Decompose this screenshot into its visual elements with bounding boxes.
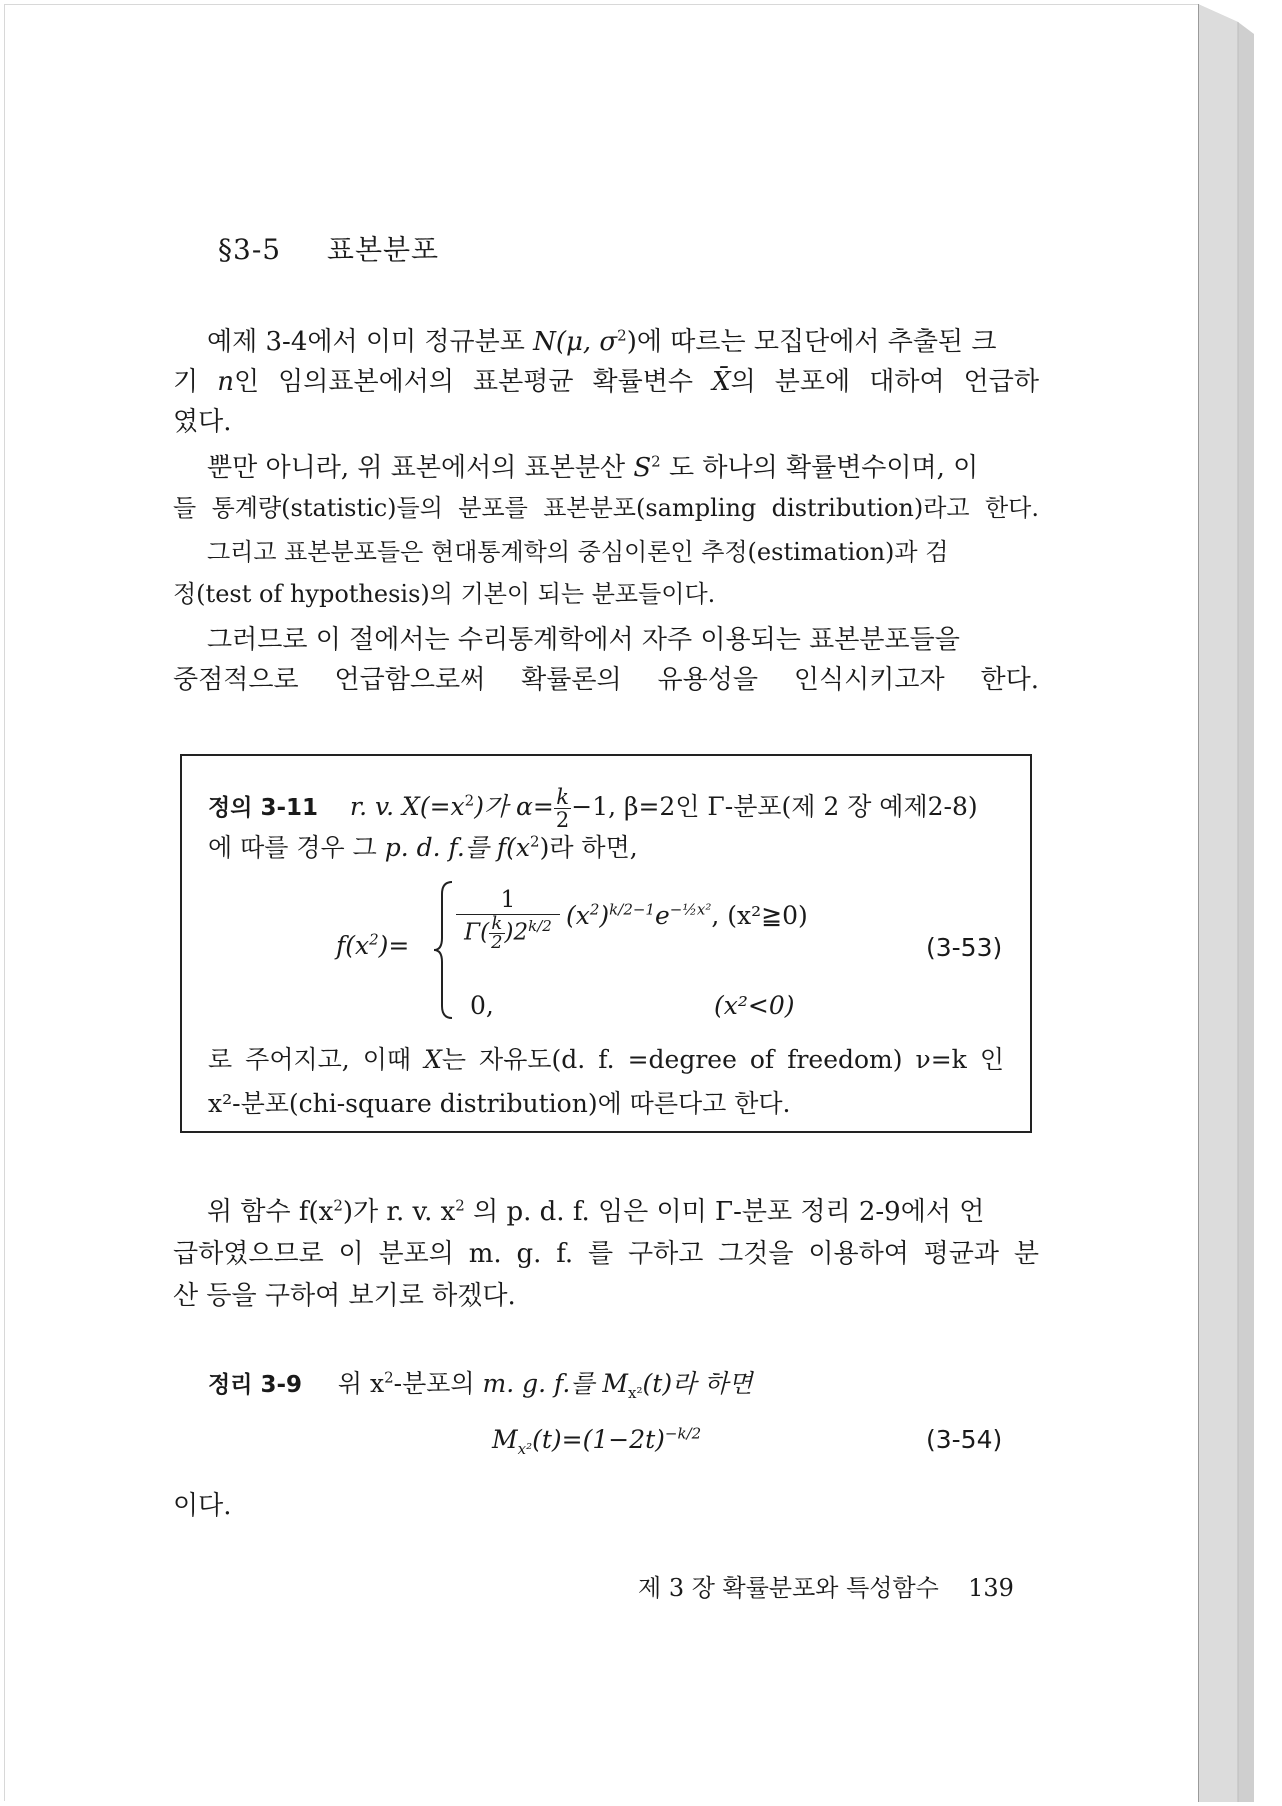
math-run: f(x [336,931,370,960]
math-s: S [633,453,652,483]
theorem-label: 정리 3-9 [208,1372,302,1398]
theorem-equation [492,1424,701,1456]
section-title: 표본분포 [326,233,440,266]
definition-line-1: 정의 3-11 r. v. $X(=x^2)$가 α= $\frac{k}{2}$ −1, β=2인 Γ-분포(제 2 장 예제2-8) [208,785,978,832]
chapter-title: 제 3 장 확률분포와 특성함수 [638,1574,939,1602]
page-footer [638,1572,1014,1604]
math-run: (t)라 하면 [642,1369,753,1398]
equation-number-3-53: (3-53) [926,933,1003,962]
text-run: )라 하면, [539,833,638,862]
formula-case-1: $(x^2)^{k/2-1}e^{-\frac{1}{2}x^2}$, (x²≧0) [566,900,808,930]
math-gamma: Γ [464,919,481,946]
math-run: r. v. X(=x [349,792,465,821]
math-run: ) [599,901,610,930]
fraction-k-over-2 [554,786,571,831]
text-run: 예제 3-4에서 이미 정규분포 [207,327,534,357]
math-subscript: x² [517,1440,533,1458]
after-line-2: 급하였으므로 이 분포의 m. g. f. 를 구하고 그것을 이용하여 평균과 분 [173,1239,1039,1269]
intro-line-5: 들 통계량(statistic)들의 분포를 표본분포(sampling distribution)라고 한다. [173,494,1039,522]
formula-case-2-condition: (x²<0) [714,991,795,1020]
math-exponent: −k/2 [664,1424,702,1443]
math-run: (t)=(1−2t) [532,1425,665,1454]
math-subscript: x² [628,1384,643,1402]
theorem-line-1: 정리 3-9 위 $x^2-$분포의 m. g. f.를 $M_{x^2}(t)$라 하면 [208,1368,753,1402]
text-run: )가 r. v. x [342,1197,456,1227]
math-mgf: m. g. f. [482,1369,571,1398]
math-exponent: −½x² [669,900,712,919]
math-run: M [492,1425,518,1454]
text-run: 기 [173,367,218,397]
math-run: 를 M [570,1369,629,1398]
definition-line-2: 에 따를 경우 그 p. d. f.를 $f(x^2)$라 하면, [208,832,638,862]
definition-line-6: x²-분포(chi-square distribution)에 따른다고 한다. [208,1089,791,1118]
intro-line-9: 중점적으로 언급함으로써 확률론의 유용성을 인식시키고자 한다. [173,665,1039,695]
text-run: 에 따를 경우 그 [208,833,385,862]
intro-line-1: 예제 3-4에서 이미 정규분포 N(μ, $\sigma^2$)에 따르는 모집단에서 추출된 크 [207,326,997,357]
book-spine-edge [1198,4,1254,1802]
math-run: −1, β=2인 Γ-분포(제 2 장 예제2-8) [571,792,978,821]
text-run: 의 분포에 대하여 언급하 [730,367,1039,397]
definition-label: 정의 3-11 [208,795,318,821]
text-run: -분포의 [393,1369,483,1398]
formula-lhs: $f(x^2)=$ [336,930,410,960]
math-run: 를 f(x [464,833,531,862]
intro-line-7: 정(test of hypothesis)의 기본이 되는 분포들이다. [173,580,716,608]
text-run: 위 함수 f(x [207,1197,334,1227]
text-run: 의 p. d. f. 임은 이미 Γ-분포 정리 2-9에서 언 [464,1197,985,1227]
math-e: e [654,901,670,930]
math-condition: , (x²≧0) [711,901,808,930]
text-run: 위 x [337,1369,385,1398]
text-run: 로 주어지고, 이때 [208,1045,425,1074]
math-xbar: X̄ [712,367,731,397]
formula-fraction [456,886,560,952]
theorem-end: 이다. [173,1491,232,1521]
intro-line-6: 그리고 표본분포들은 현대통계학의 중심이론인 추정(estimation)과 검 [207,538,949,566]
text-run: 도 하나의 확률변수이며, 이 [660,453,979,483]
text-run: )에 따르는 모집단에서 추출된 크 [626,327,997,357]
text-run: 뿐만 아니라, 위 표본에서의 표본분산 [207,453,634,483]
math-x: X [424,1045,442,1074]
piecewise-brace [432,880,454,1020]
text-run: 는 자유도(d. f. =degree of freedom) ν=k 인 [441,1045,1005,1074]
definition-box-bottom-rule [180,1131,1032,1133]
frac-den: 2 [555,808,570,832]
text-run: 인 임의표본에서의 표본평균 확률변수 [233,367,713,397]
math-n: N [533,327,556,357]
frac-num: 1 [456,886,560,915]
after-line-1: 위 함수 $f(x^2)$가 r. v. $x^2$ 의 p. d. f. 임은 이미 Γ-분포 정리 2-9에서 언 [207,1196,985,1227]
definition-line-5 [208,1044,1004,1076]
page-number: 139 [968,1574,1014,1602]
math-mu-sigma: (μ, σ [555,327,618,357]
intro-line-3: 였다. [173,407,232,437]
equation-number-3-54: (3-54) [926,1425,1003,1454]
math-n: n [217,367,234,397]
math-pdf: p. d. f. [384,833,465,862]
math-run: )= [378,931,410,960]
intro-line-8: 그러므로 이 절에서는 수리통계학에서 자주 이용되는 표본분포들을 [207,625,960,655]
intro-line-4: 뿐만 아니라, 위 표본에서의 표본분산 $S^2$ 도 하나의 확률변수이며, 이 [207,452,979,483]
section-number: §3-5 [218,233,282,266]
intro-line-2 [173,366,1039,398]
math-run: (x [566,901,590,930]
formula-case-2-value: 0, [470,991,494,1020]
frac-num: k [554,786,571,809]
section-heading [218,234,439,266]
after-line-3: 산 등을 구하여 보기로 하겠다. [173,1281,516,1311]
frac-den: Γ( $\frac{k}{2}$ )$2^{k/2}$ [464,913,552,953]
math-exponent: k/2−1 [609,900,655,919]
math-run: )가 α= [474,792,554,821]
